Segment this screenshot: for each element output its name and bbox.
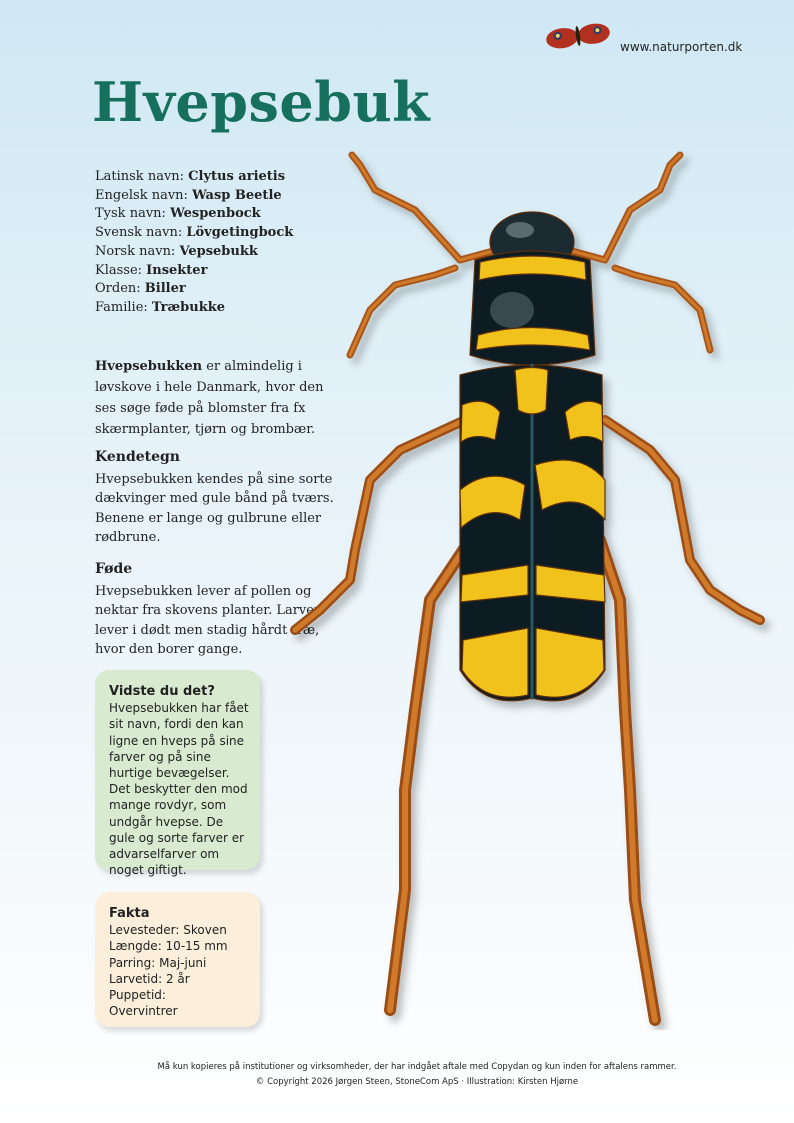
did-you-know-box (95, 670, 260, 878)
name-row: Latinsk navn: Clytus arietis (95, 169, 286, 184)
name-row: Klasse: Insekter (95, 262, 208, 278)
site-url: www.naturporten.dk (620, 40, 743, 54)
name-row: Svensk navn: Lövgetingbock (95, 225, 294, 241)
wasp-beetle-illustration (280, 150, 790, 1030)
fact-line: Larvetid: 2 år (109, 971, 190, 986)
fact-line: Længde: 10-15 mm (109, 939, 228, 954)
box-text: Hvepsebukken har fået sit navn, fordi den kan ligne en hveps på sine farver og på sine hurtige bevægelser. Det beskytter den mod mange rovdyr, som undgår hvepse. De gule og sorte farver er advarselfarver om noget giftigt. (109, 701, 249, 878)
name-row: Norsk navn: Vepsebukk (95, 243, 258, 259)
section-heading: Føde (95, 561, 133, 577)
page-title: Hvepsebuk (92, 70, 431, 134)
name-row: Orden: Biller (95, 281, 186, 297)
box-heading: Vidste du det? (109, 684, 215, 699)
name-row: Familie: Træbukke (95, 299, 225, 315)
copyright-footer (0, 1060, 794, 1090)
box-heading: Fakta (109, 906, 150, 921)
section-heading: Kendetegn (95, 449, 180, 465)
fact-line: Parring: Maj-juni (109, 955, 207, 970)
name-list (95, 168, 293, 318)
footer-license: Må kun kopieres på institutioner og virksomheder, der har indgået aftale med Copydan og kun inden for aftalens rammer. (157, 1062, 677, 1072)
fact-line: Levesteder: Skoven (109, 923, 227, 938)
fact-line: Puppetid: (109, 988, 166, 1003)
name-row: Tysk navn: Wespenbock (95, 206, 261, 222)
footer-copyright: © Copyright 2026 Jørgen Steen, StoneCom ApS · Illustration: Kirsten Hjørne (255, 1077, 579, 1087)
butterfly-illustration (538, 18, 618, 54)
section-text: Hvepsebukken lever af pollen og nektar fra skovens planter. Larven lever i dødt men stadig hårdt træ, hvor den borer gange. (95, 583, 323, 657)
name-row: Engelsk navn: Wasp Beetle (95, 187, 282, 203)
intro-paragraph: Hvepsebukken er almindelig i løvskove i hele Danmark, hvor den ses søge føde på blomster fra fx skærmplanter, tjørn og brombær. (95, 359, 324, 437)
facts-box (95, 892, 260, 1027)
fact-line: Overvintrer (109, 1004, 178, 1019)
section-text: Hvepsebukken kendes på sine sorte dækvinger med gule bånd på tværs. Benene er lange og gulbrune eller rødbrune. (95, 471, 334, 545)
